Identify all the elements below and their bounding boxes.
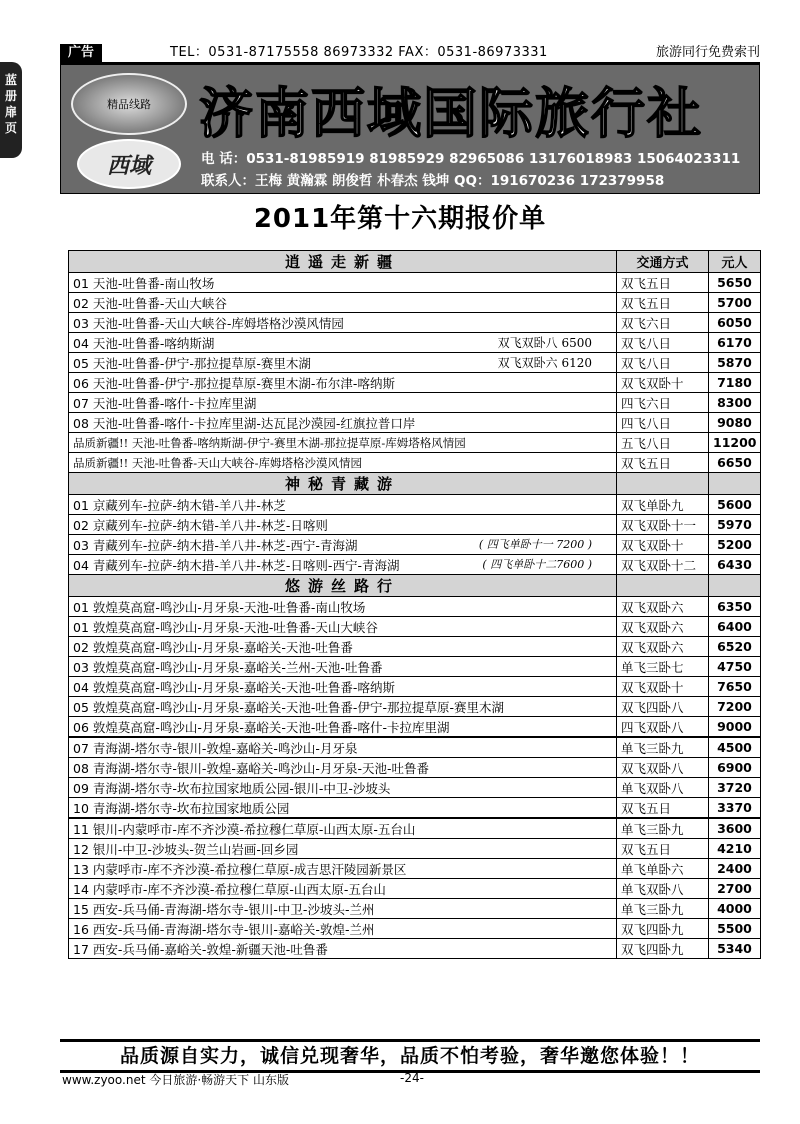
route-text: 03 天池-吐鲁番-天山大峡谷-库姆塔格沙漠风情园 bbox=[73, 315, 344, 331]
price: 9000 bbox=[709, 717, 761, 738]
page-number: -24- bbox=[400, 1071, 424, 1085]
transport-mode: 双飞双卧六 bbox=[617, 617, 709, 637]
price: 6050 bbox=[709, 313, 761, 333]
table-row bbox=[69, 798, 761, 819]
route-cell bbox=[69, 313, 617, 333]
table-row bbox=[69, 637, 761, 657]
transport-mode: 单飞双卧八 bbox=[617, 778, 709, 798]
table-row bbox=[69, 433, 761, 453]
price: 6170 bbox=[709, 333, 761, 353]
section-title: 逍遥走新疆 bbox=[69, 251, 617, 273]
table-row bbox=[69, 697, 761, 717]
route-text: 02 京藏列车-拉萨-纳木错-羊八井-林芝-日喀则 bbox=[73, 517, 328, 533]
route-note: ( 四飞单卧十一 7200 ) bbox=[478, 538, 592, 551]
table-row bbox=[69, 293, 761, 313]
transport-mode: 四飞八日 bbox=[617, 413, 709, 433]
route-cell bbox=[69, 433, 617, 453]
route-text: 05 敦煌莫高窟-鸣沙山-月牙泉-嘉峪关-天池-吐鲁番-伊宁-那拉提草原-赛里木湖 bbox=[73, 699, 504, 715]
price: 5970 bbox=[709, 515, 761, 535]
transport-mode: 双飞五日 bbox=[617, 453, 709, 473]
table-row bbox=[69, 515, 761, 535]
side-tab: 蓝册扉页 bbox=[0, 62, 22, 158]
route-cell bbox=[69, 555, 617, 575]
transport-mode: 双飞八日 bbox=[617, 353, 709, 373]
route-cell bbox=[69, 839, 617, 859]
column-header-mode: 交通方式 bbox=[617, 251, 709, 273]
route-cell bbox=[69, 798, 617, 819]
footer bbox=[60, 1070, 760, 1087]
phone-line: 电 话：0531-81985919 81985929 82965086 13176018983 15064023311 bbox=[201, 151, 741, 167]
table-row bbox=[69, 617, 761, 637]
transport-mode: 双飞双卧六 bbox=[617, 637, 709, 657]
route-cell bbox=[69, 939, 617, 959]
route-cell bbox=[69, 879, 617, 899]
route-cell bbox=[69, 273, 617, 293]
transport-mode: 双飞五日 bbox=[617, 798, 709, 819]
price: 3370 bbox=[709, 798, 761, 819]
table-row bbox=[69, 353, 761, 373]
table-row bbox=[69, 939, 761, 959]
price: 2700 bbox=[709, 879, 761, 899]
price: 6350 bbox=[709, 597, 761, 617]
table-row bbox=[69, 495, 761, 515]
route-text: 08 青海湖-塔尔寺-银川-敦煌-嘉峪关-鸣沙山-月牙泉-天池-吐鲁番 bbox=[73, 760, 429, 776]
table-row bbox=[69, 555, 761, 575]
route-text: 03 青藏列车-拉萨-纳木措-羊八井-林芝-西宁-青海湖 bbox=[73, 537, 358, 553]
route-cell bbox=[69, 353, 617, 373]
transport-mode: 双飞双卧六 bbox=[617, 597, 709, 617]
route-text: 11 银川-内蒙呼市-库不齐沙漠-希拉穆仁草原-山西太原-五台山 bbox=[73, 821, 416, 837]
table-row bbox=[69, 778, 761, 798]
price: 5650 bbox=[709, 273, 761, 293]
route-cell bbox=[69, 453, 617, 473]
route-cell bbox=[69, 637, 617, 657]
price-table bbox=[68, 250, 761, 959]
price: 6650 bbox=[709, 453, 761, 473]
section-header-blank bbox=[617, 575, 709, 597]
route-cell bbox=[69, 737, 617, 758]
route-text: 01 京藏列车-拉萨-纳木错-羊八井-林芝 bbox=[73, 497, 286, 513]
header-banner bbox=[60, 64, 760, 194]
transport-mode: 单飞三卧九 bbox=[617, 899, 709, 919]
route-cell bbox=[69, 657, 617, 677]
price: 5600 bbox=[709, 495, 761, 515]
price: 4000 bbox=[709, 899, 761, 919]
section-title: 神秘青藏游 bbox=[69, 473, 617, 495]
section-title: 悠游丝路行 bbox=[69, 575, 617, 597]
route-text: 04 青藏列车-拉萨-纳木措-羊八井-林芝-日喀则-西宁-青海湖 bbox=[73, 557, 400, 573]
transport-mode: 双飞五日 bbox=[617, 273, 709, 293]
route-text: 08 天池-吐鲁番-喀什-卡拉库里湖-达瓦昆沙漠园-红旗拉普口岸 bbox=[73, 415, 416, 431]
price: 5700 bbox=[709, 293, 761, 313]
table-row bbox=[69, 373, 761, 393]
route-cell bbox=[69, 333, 617, 353]
price: 5340 bbox=[709, 939, 761, 959]
transport-mode: 双飞四卧九 bbox=[617, 919, 709, 939]
route-cell bbox=[69, 778, 617, 798]
price: 6900 bbox=[709, 758, 761, 778]
route-cell bbox=[69, 413, 617, 433]
route-note: 双飞双卧八 6500 bbox=[497, 336, 592, 350]
route-text: 06 敦煌莫高窟-鸣沙山-月牙泉-嘉峪关-天池-吐鲁番-喀什-卡拉库里湖 bbox=[73, 719, 450, 735]
free-text: 旅游同行免费索刊 bbox=[655, 45, 760, 60]
price: 4210 bbox=[709, 839, 761, 859]
route-text: 05 天池-吐鲁番-伊宁-那拉提草原-赛里木湖 bbox=[73, 355, 311, 371]
transport-mode: 双飞四卧八 bbox=[617, 697, 709, 717]
transport-mode: 单飞三卧九 bbox=[617, 818, 709, 839]
page-title: 2011年第十六期报价单 bbox=[253, 204, 547, 234]
route-text: 品质新疆!! 天池-吐鲁番-天山大峡谷-库姆塔格沙漠风情园 bbox=[73, 455, 363, 470]
transport-mode: 四飞双卧八 bbox=[617, 717, 709, 738]
transport-mode: 双飞双卧十 bbox=[617, 535, 709, 555]
price: 11200 bbox=[709, 433, 761, 453]
price: 8300 bbox=[709, 393, 761, 413]
table-row bbox=[69, 717, 761, 738]
price: 6430 bbox=[709, 555, 761, 575]
footer-site: www.zyoo.net 今日旅游·畅游天下 山东版 bbox=[62, 1073, 289, 1087]
section-header bbox=[69, 575, 761, 597]
route-text: 09 青海湖-塔尔寺-坎布拉国家地质公园-银川-中卫-沙坡头 bbox=[73, 780, 391, 796]
route-text: 14 内蒙呼市-库不齐沙漠-希拉穆仁草原-山西太原-五台山 bbox=[73, 881, 386, 897]
table-row bbox=[69, 919, 761, 939]
route-text: 01 敦煌莫高窟-鸣沙山-月牙泉-天池-吐鲁番-天山大峡谷 bbox=[73, 619, 378, 635]
route-text: 15 西安-兵马俑-青海湖-塔尔寺-银川-中卫-沙坡头-兰州 bbox=[73, 901, 375, 917]
transport-mode: 五飞八日 bbox=[617, 433, 709, 453]
table-row bbox=[69, 818, 761, 839]
route-cell bbox=[69, 677, 617, 697]
route-text: 04 敦煌莫高窟-鸣沙山-月牙泉-嘉峪关-天池-吐鲁番-喀纳斯 bbox=[73, 679, 395, 695]
transport-mode: 单飞三卧七 bbox=[617, 657, 709, 677]
route-cell bbox=[69, 535, 617, 555]
table-row bbox=[69, 899, 761, 919]
route-text: 01 敦煌莫高窟-鸣沙山-月牙泉-天池-吐鲁番-南山牧场 bbox=[73, 599, 366, 615]
transport-mode: 双飞五日 bbox=[617, 839, 709, 859]
transport-mode: 双飞八日 bbox=[617, 333, 709, 353]
price: 5200 bbox=[709, 535, 761, 555]
price: 7180 bbox=[709, 373, 761, 393]
table-row bbox=[69, 677, 761, 697]
section-header-blank bbox=[709, 473, 761, 495]
price: 4500 bbox=[709, 737, 761, 758]
price: 3720 bbox=[709, 778, 761, 798]
price: 2400 bbox=[709, 859, 761, 879]
route-cell bbox=[69, 717, 617, 738]
section-header bbox=[69, 251, 761, 273]
route-text: 12 银川-中卫-沙坡头-贺兰山岩画-回乡园 bbox=[73, 841, 299, 857]
route-note: ( 四飞单卧十二7600 ) bbox=[482, 558, 592, 571]
transport-mode: 双飞单卧九 bbox=[617, 495, 709, 515]
route-text: 06 天池-吐鲁番-伊宁-那拉提草原-赛里木湖-布尔津-喀纳斯 bbox=[73, 375, 395, 391]
table-row bbox=[69, 879, 761, 899]
route-text: 品质新疆!! 天池-吐鲁番-喀纳斯湖-伊宁-赛里木湖-那拉提草原-库姆塔格风情园 bbox=[73, 435, 466, 450]
route-text: 02 敦煌莫高窟-鸣沙山-月牙泉-嘉峪关-天池-吐鲁番 bbox=[73, 639, 353, 655]
route-text: 04 天池-吐鲁番-喀纳斯湖 bbox=[73, 335, 215, 351]
logo-mark: 西域 bbox=[77, 139, 181, 189]
ad-label: 广告 bbox=[60, 44, 102, 62]
route-cell bbox=[69, 758, 617, 778]
route-text: 17 西安-兵马俑-嘉峪关-敦煌-新疆天池-吐鲁番 bbox=[73, 941, 328, 957]
price: 5500 bbox=[709, 919, 761, 939]
table-row bbox=[69, 839, 761, 859]
column-header-unit: 元人 bbox=[709, 251, 761, 273]
route-cell bbox=[69, 697, 617, 717]
table-row bbox=[69, 597, 761, 617]
route-cell bbox=[69, 818, 617, 839]
table-row bbox=[69, 393, 761, 413]
transport-mode: 双飞双卧十 bbox=[617, 373, 709, 393]
section-header-blank bbox=[709, 575, 761, 597]
table-row bbox=[69, 859, 761, 879]
table-row bbox=[69, 657, 761, 677]
route-cell bbox=[69, 495, 617, 515]
slogan: 品质源自实力，诚信兑现奢华，品质不怕考验，奢华邀您体验！！ bbox=[60, 1039, 760, 1073]
route-cell bbox=[69, 919, 617, 939]
price: 4750 bbox=[709, 657, 761, 677]
transport-mode: 单飞单卧六 bbox=[617, 859, 709, 879]
route-cell bbox=[69, 899, 617, 919]
section-header bbox=[69, 473, 761, 495]
table-row bbox=[69, 758, 761, 778]
transport-mode: 四飞六日 bbox=[617, 393, 709, 413]
route-text: 02 天池-吐鲁番-天山大峡谷 bbox=[73, 295, 227, 311]
transport-mode: 双飞双卧十一 bbox=[617, 515, 709, 535]
price: 3600 bbox=[709, 818, 761, 839]
logo-image: 精品线路 bbox=[71, 73, 187, 135]
table-row bbox=[69, 313, 761, 333]
section-header-blank bbox=[617, 473, 709, 495]
route-text: 13 内蒙呼市-库不齐沙漠-希拉穆仁草原-成吉思汗陵园新景区 bbox=[73, 861, 407, 877]
table-row bbox=[69, 453, 761, 473]
transport-mode: 双飞双卧八 bbox=[617, 758, 709, 778]
route-cell bbox=[69, 373, 617, 393]
contact-numbers: TEL：0531-87175558 86973332 FAX：0531-86973331 bbox=[170, 45, 548, 60]
transport-mode: 双飞六日 bbox=[617, 313, 709, 333]
transport-mode: 双飞五日 bbox=[617, 293, 709, 313]
table-row bbox=[69, 273, 761, 293]
route-text: 03 敦煌莫高窟-鸣沙山-月牙泉-嘉峪关-兰州-天池-吐鲁番 bbox=[73, 659, 383, 675]
route-note: 双飞双卧六 6120 bbox=[497, 356, 592, 370]
route-cell bbox=[69, 617, 617, 637]
route-text: 07 青海湖-塔尔寺-银川-敦煌-嘉峪关-鸣沙山-月牙泉 bbox=[73, 740, 358, 756]
price: 6520 bbox=[709, 637, 761, 657]
price: 9080 bbox=[709, 413, 761, 433]
transport-mode: 单飞双卧八 bbox=[617, 879, 709, 899]
price: 5870 bbox=[709, 353, 761, 373]
route-cell bbox=[69, 515, 617, 535]
table-row bbox=[69, 333, 761, 353]
route-cell bbox=[69, 597, 617, 617]
route-cell bbox=[69, 293, 617, 313]
price: 7650 bbox=[709, 677, 761, 697]
transport-mode: 双飞双卧十二 bbox=[617, 555, 709, 575]
route-text: 16 西安-兵马俑-青海湖-塔尔寺-银川-嘉峪关-敦煌-兰州 bbox=[73, 921, 375, 937]
transport-mode: 双飞双卧十 bbox=[617, 677, 709, 697]
table-row bbox=[69, 737, 761, 758]
route-text: 10 青海湖-塔尔寺-坎布拉国家地质公园 bbox=[73, 800, 290, 816]
price: 6400 bbox=[709, 617, 761, 637]
top-bar bbox=[60, 44, 760, 64]
company-name: 济南西域国际旅行社 bbox=[199, 81, 703, 145]
route-cell bbox=[69, 859, 617, 879]
price: 7200 bbox=[709, 697, 761, 717]
route-text: 01 天池-吐鲁番-南山牧场 bbox=[73, 275, 215, 291]
route-text: 07 天池-吐鲁番-喀什-卡拉库里湖 bbox=[73, 395, 257, 411]
transport-mode: 双飞四卧九 bbox=[617, 939, 709, 959]
contacts-line: 联系人：王梅 黄瀚霖 朗俊哲 朴春杰 钱坤 QQ：191670236 172379958 bbox=[201, 173, 665, 189]
route-cell bbox=[69, 393, 617, 413]
table-row bbox=[69, 413, 761, 433]
table-row bbox=[69, 535, 761, 555]
transport-mode: 单飞三卧九 bbox=[617, 737, 709, 758]
